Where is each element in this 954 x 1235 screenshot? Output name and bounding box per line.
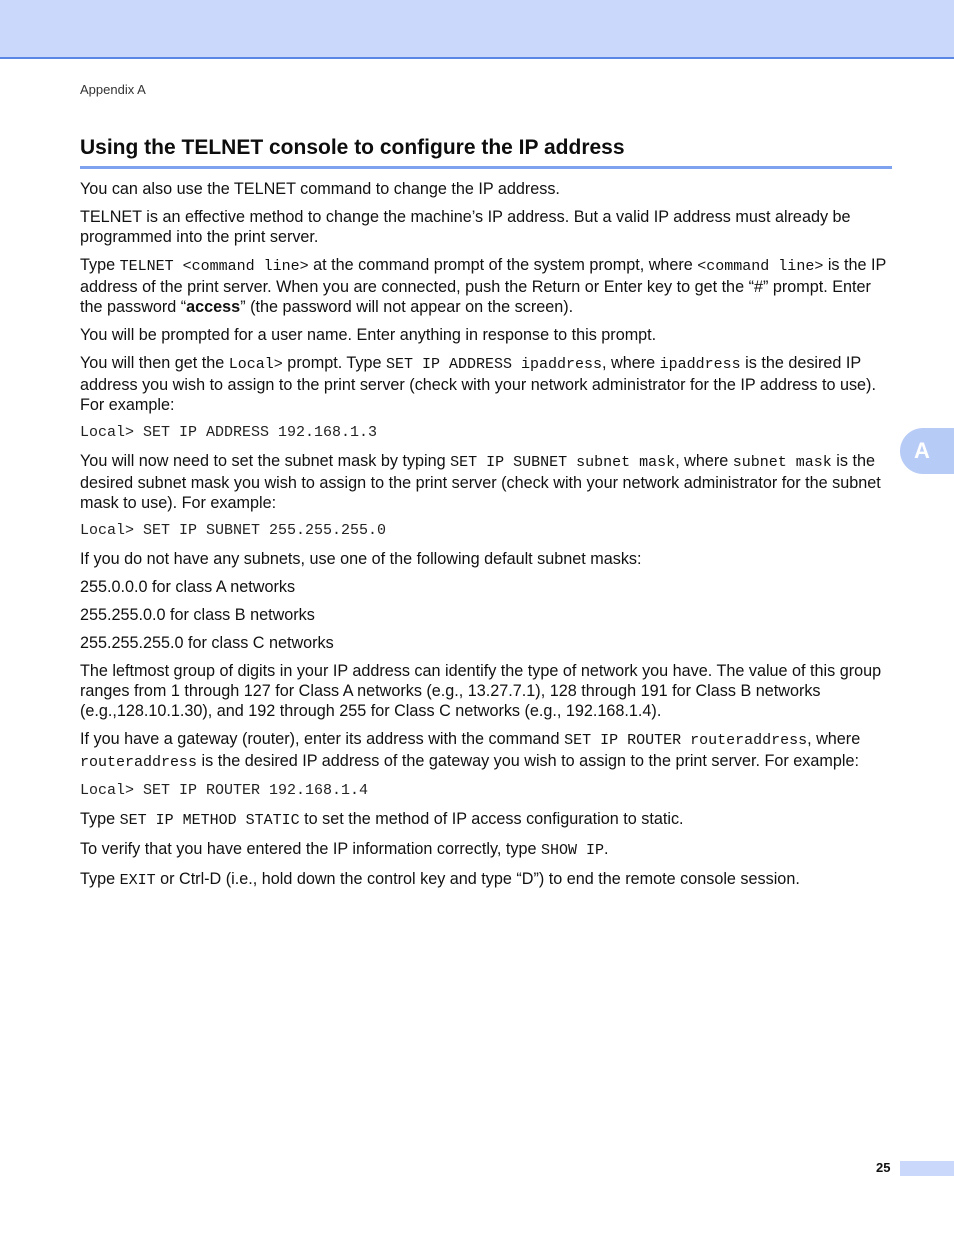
text: to set the method of IP access configuration to static. bbox=[299, 810, 684, 828]
title-rule bbox=[80, 166, 892, 169]
paragraph-network-class: The leftmost group of digits in your IP address can identify the type of network you have. The value of this group ranges from 1 through 127 for Class A networks (e.g., 13.27.7.1), 128 through 191 for Class B networks (e.g.,128.10.1.30), and 192 through 255 for Class C networks (e.g., 192.168.1.4). bbox=[80, 662, 882, 720]
paragraph-set-address bbox=[80, 353, 892, 415]
paragraph-type-telnet bbox=[80, 255, 892, 317]
paragraph-show-ip bbox=[80, 839, 892, 861]
code-example-subnet: Local> SET IP SUBNET 255.255.255.0 bbox=[80, 522, 387, 539]
page-number: 25 bbox=[876, 1160, 891, 1175]
inline-code: EXIT bbox=[119, 872, 156, 889]
inline-code: <command line> bbox=[697, 258, 824, 275]
inline-code: subnet mask bbox=[732, 454, 832, 471]
inline-code: TELNET <command line> bbox=[119, 258, 309, 275]
body-content bbox=[80, 179, 892, 899]
paragraph-intro: You can also use the TELNET command to change the IP address. bbox=[80, 180, 560, 198]
paragraph-user-name: You will be prompted for a user name. Enter anything in response to this prompt. bbox=[80, 326, 657, 344]
text: If you have a gateway (router), enter its address with the command bbox=[80, 730, 565, 748]
code-example-address: Local> SET IP ADDRESS 192.168.1.3 bbox=[80, 424, 378, 441]
code-example-router: Local> SET IP ROUTER 192.168.1.4 bbox=[80, 782, 369, 799]
text: , where bbox=[807, 730, 861, 748]
mask-class-c: 255.255.255.0 for class C networks bbox=[80, 634, 334, 652]
paragraph-exit bbox=[80, 869, 892, 891]
text: is the desired subnet mask you wish to assign to the print server (check with your network administrator for the subnet mask to use). For example: bbox=[80, 452, 881, 512]
password-text: access bbox=[186, 298, 241, 316]
inline-code: SET IP ROUTER routeraddress bbox=[564, 732, 808, 749]
text: ” (the password will not appear on the screen). bbox=[240, 298, 574, 316]
header-band bbox=[0, 0, 954, 59]
text: . bbox=[604, 840, 609, 858]
running-head: Appendix A bbox=[80, 82, 146, 97]
text: is the desired IP address of the gateway you wish to assign to the print server. For example: bbox=[197, 752, 859, 770]
text: at the command prompt of the system prompt, where bbox=[308, 256, 698, 274]
text: You will now need to set the subnet mask by typing bbox=[80, 452, 451, 470]
text: , where bbox=[675, 452, 733, 470]
paragraph-default-masks: If you do not have any subnets, use one of the following default subnet masks: bbox=[80, 550, 642, 568]
inline-code: Local> bbox=[228, 356, 283, 373]
text: prompt. Type bbox=[282, 354, 386, 372]
text: or Ctrl-D (i.e., hold down the control key and type “D”) to end the remote console session. bbox=[155, 870, 800, 888]
mask-class-b: 255.255.0.0 for class B networks bbox=[80, 606, 315, 624]
text: Type bbox=[80, 810, 120, 828]
inline-code: SET IP ADDRESS ipaddress bbox=[385, 356, 603, 373]
mask-class-a: 255.0.0.0 for class A networks bbox=[80, 578, 296, 596]
paragraph-router bbox=[80, 729, 892, 773]
paragraph-method-static bbox=[80, 809, 892, 831]
text: is the IP address of the print server. When you are connected, push the Return or Enter key to get the “#” prompt. Enter the password “ bbox=[80, 256, 887, 316]
section-title: Using the TELNET console to configure the IP address bbox=[80, 136, 625, 159]
text: Type bbox=[80, 256, 120, 274]
inline-code: SET IP SUBNET subnet mask bbox=[450, 454, 676, 471]
inline-code: routeraddress bbox=[80, 754, 198, 771]
inline-code: SHOW IP bbox=[540, 842, 604, 859]
text: You will then get the bbox=[80, 354, 229, 372]
page-number-bar bbox=[900, 1161, 954, 1176]
text: is the desired IP address you wish to assign to the print server (check with your network administrator for the IP address to use). For example: bbox=[80, 354, 876, 414]
paragraph-subnet bbox=[80, 451, 892, 513]
inline-code: ipaddress bbox=[659, 356, 741, 373]
text: , where bbox=[602, 354, 660, 372]
paragraph-telnet-method: TELNET is an effective method to change the machine’s IP address. But a valid IP address must already be programmed into the print server. bbox=[80, 208, 851, 246]
text: Type bbox=[80, 870, 120, 888]
appendix-tab[interactable]: A bbox=[900, 428, 954, 474]
inline-code: SET IP METHOD STATIC bbox=[119, 812, 300, 829]
text: To verify that you have entered the IP information correctly, type bbox=[80, 840, 541, 858]
